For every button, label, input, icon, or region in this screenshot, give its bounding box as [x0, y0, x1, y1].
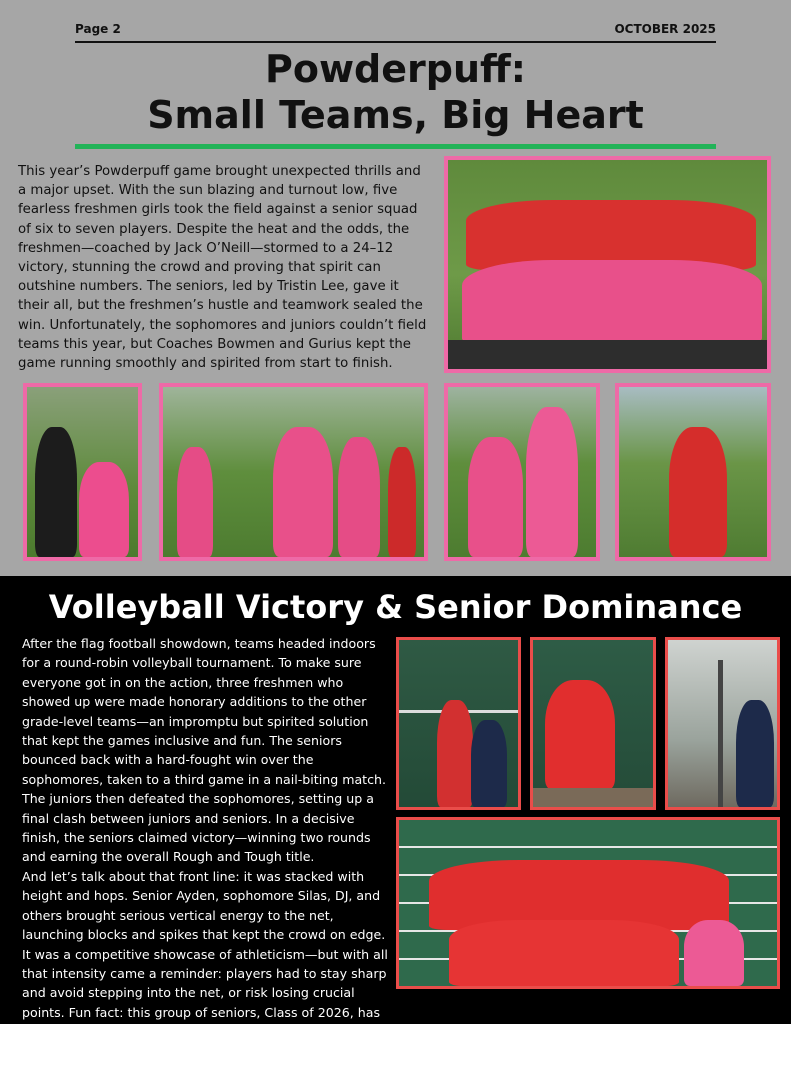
volleyball-photo-3: [665, 637, 780, 810]
powderpuff-action-photo-2: [159, 383, 428, 561]
volleyball-photo-2: [530, 637, 656, 810]
title-line-2: Small Teams, Big Heart: [147, 93, 644, 137]
issue-date: OCTOBER 2025: [614, 22, 716, 36]
volleyball-paragraph-2: And let’s talk about that front line: it was stacked with height and hops. Senior Ayden, sophomore Silas, DJ, and others brought serious vertical energy to the net, launching blocks and spikes that kept the crowd on edge. It was a competitive showcase of athleticism—but with all that intensity came a reminder: players had to stay sharp and avoid stepping into the net, or risk losing crucial points. Fun fact: this group of seniors, Class of 2026, has now won Rough and Tough three years in a row, solidifying their legacy as one of the most competitive classes in recent memory: [22, 868, 393, 1078]
volleyball-group-photo: [396, 817, 780, 989]
powderpuff-title: [0, 46, 791, 138]
powderpuff-action-photo-3: [444, 383, 600, 561]
page-header: [75, 22, 716, 43]
volleyball-paragraph-1: After the flag football showdown, teams headed indoors for a round-robin volleyball tournament. To make sure everyone got in on the action, three freshmen who showed up were made honorary additions to the other grade-level teams—an impromptu but spirited solution that kept the games inclusive and fun. The seniors bounced back with a hard-fought win over the sophomores, taken to a third game in a nail-biting match. The juniors then defeated the sophomores, setting up a final clash between juniors and seniors. In a decisive finish, the seniors claimed victory—winning two rounds and earning the overall Rough and Tough title.: [22, 636, 387, 865]
title-line-1: Powderpuff:: [264, 47, 526, 91]
volleyball-photo-1: [396, 637, 521, 810]
powderpuff-group-photo: [444, 156, 771, 373]
powderpuff-action-photo-4: [615, 383, 771, 561]
volleyball-article-body: [22, 634, 394, 1080]
volleyball-title: Volleyball Victory & Senior Dominance: [48, 588, 743, 626]
powderpuff-action-photo-1: [23, 383, 142, 561]
powderpuff-article-body: This year’s Powderpuff game brought unexpected thrills and a major upset. With the sun blazing and turnout low, five fearless freshmen girls took the field against a senior squad of six to seven players. Despite the heat and the odds, the freshmen—coached by Jack O’Neill—stormed to a 24–12 victory, stunning the crowd and proving that spirit can outshine numbers. The seniors, led by Tristin Lee, gave it their all, but the freshmen’s hustle and teamwork sealed the win. Unfortunately, the sophomores and juniors couldn’t field teams this year, but Coaches Bowmen and Gurius kept the game running smoothly and spirited from start to finish.: [18, 164, 427, 372]
page-number: Page 2: [75, 22, 121, 36]
title-divider: [75, 144, 716, 149]
